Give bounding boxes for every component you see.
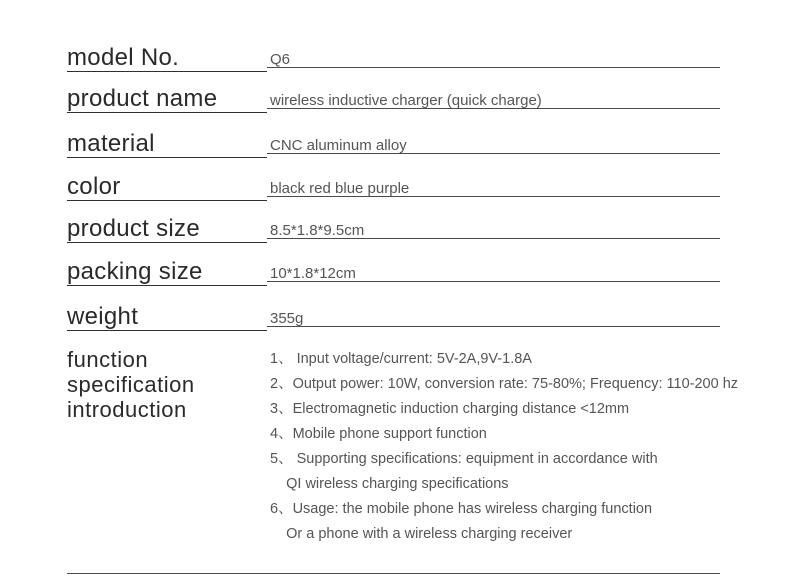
spec-row-color xyxy=(67,157,720,200)
spec-line: QI wireless charging specifications xyxy=(270,476,509,492)
title-line: specification xyxy=(67,372,195,397)
spec-value: black red blue purple xyxy=(270,180,410,197)
spec-row-product-size xyxy=(67,199,720,242)
spec-row-product-name xyxy=(67,69,720,112)
spec-row-model xyxy=(67,28,720,71)
spec-value: 8.5*1.8*9.5cm xyxy=(270,222,365,239)
spec-line: 2、Output power: 10W, conversion rate: 75-80%; Frequency: 110-200 hz xyxy=(270,376,739,392)
spec-line: 4、Mobile phone support function xyxy=(270,426,487,442)
value-underline xyxy=(267,238,720,239)
spec-label: color xyxy=(67,173,121,200)
spec-label: packing size xyxy=(67,258,203,285)
label-underline xyxy=(67,330,267,331)
spec-label: product size xyxy=(67,215,200,242)
value-underline xyxy=(267,326,720,327)
label-underline xyxy=(67,112,267,113)
spec-row-weight xyxy=(67,287,720,330)
value-underline xyxy=(267,67,720,68)
function-spec-title xyxy=(67,347,195,422)
value-underline xyxy=(267,153,720,154)
spec-value: 355g xyxy=(270,310,304,327)
title-line: function xyxy=(67,347,149,372)
spec-line: Or a phone with a wireless charging receiver xyxy=(270,526,573,542)
title-line: introduction xyxy=(67,397,187,422)
label-underline xyxy=(67,285,267,286)
value-underline xyxy=(267,196,720,197)
spec-label: model No. xyxy=(67,44,180,71)
function-spec-list xyxy=(270,347,738,547)
spec-value: Q6 xyxy=(270,51,291,68)
spec-line: 1、 Input voltage/current: 5V-2A,9V-1.8A xyxy=(270,351,532,367)
spec-label: material xyxy=(67,130,155,157)
bottom-divider xyxy=(67,573,720,574)
spec-label: weight xyxy=(67,303,139,330)
spec-line: 3、Electromagnetic induction charging distance <12mm xyxy=(270,401,630,417)
value-underline xyxy=(267,281,720,282)
spec-row-material xyxy=(67,114,720,157)
spec-line: 5、 Supporting specifications: equipment in accordance with xyxy=(270,451,658,467)
spec-line: 6、Usage: the mobile phone has wireless charging function xyxy=(270,501,653,517)
spec-row-packing-size xyxy=(67,242,720,285)
spec-label: product name xyxy=(67,85,218,112)
value-underline xyxy=(267,108,720,109)
spec-value: CNC aluminum alloy xyxy=(270,137,407,154)
spec-value: wireless inductive charger (quick charge) xyxy=(270,92,542,109)
spec-value: 10*1.8*12cm xyxy=(270,265,356,282)
